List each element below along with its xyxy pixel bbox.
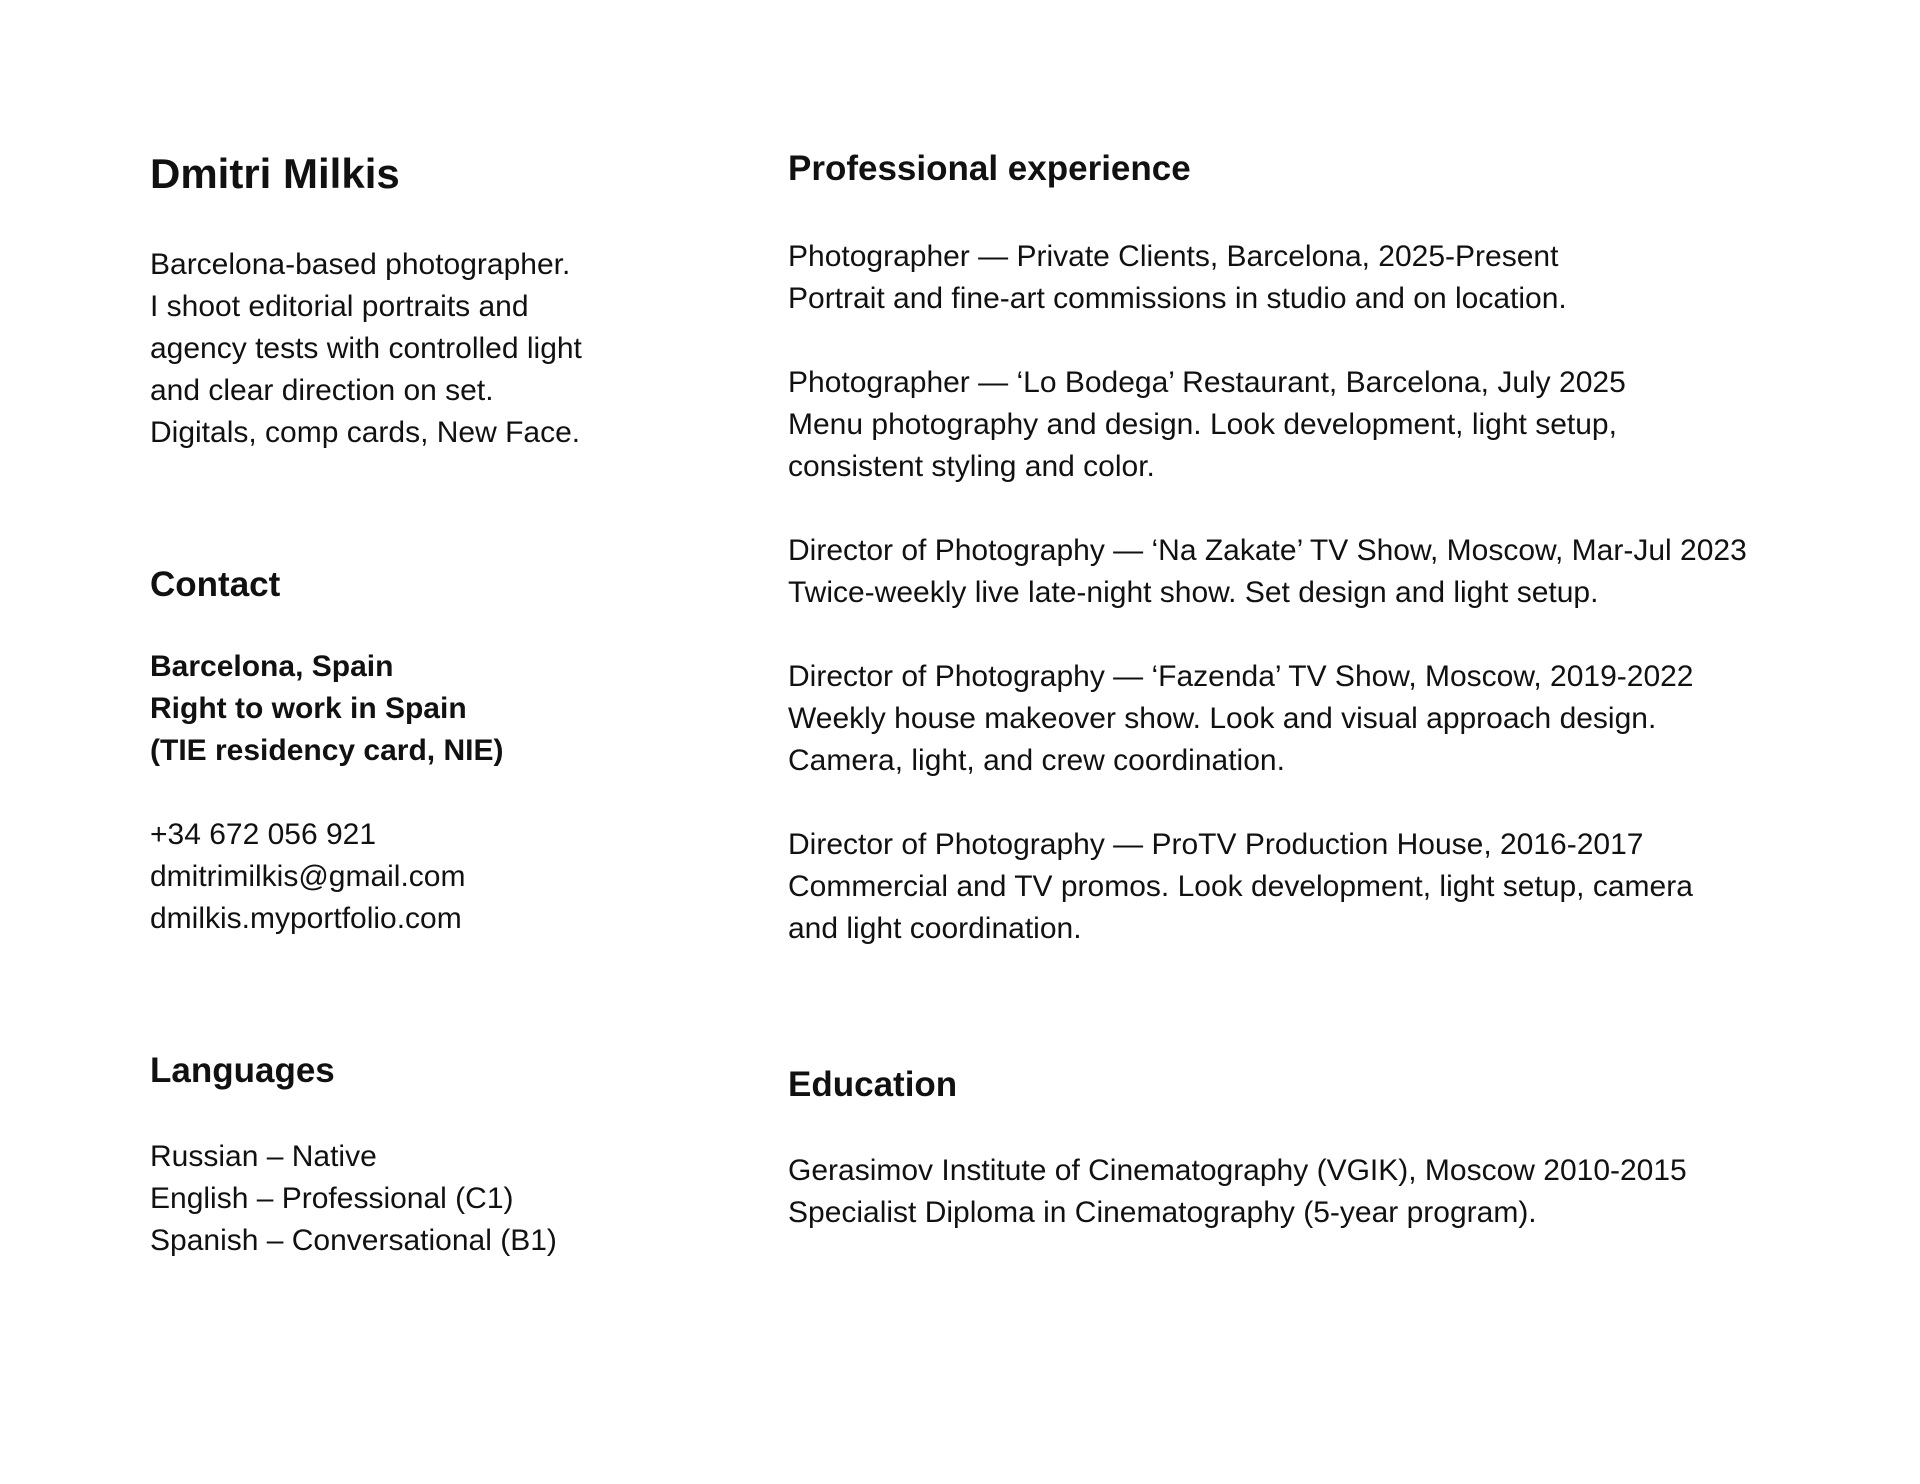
- experience-description: Twice-weekly live late-night show. Set design and light setup.: [788, 576, 1599, 609]
- experience-title: Director of Photography — ‘Na Zakate’ TV Show, Moscow, Mar-Jul 2023: [788, 534, 1747, 567]
- work-right-line: Right to work in Spain: [150, 692, 467, 725]
- experience-description: Weekly house makeover show. Look and visual approach design.: [788, 702, 1657, 735]
- experience-title: Photographer — ‘Lo Bodega’ Restaurant, Barcelona, July 2025: [788, 366, 1626, 399]
- intro-line: Barcelona-based photographer.: [150, 248, 571, 281]
- left-column: [150, 148, 750, 1262]
- experience-title: Director of Photography — ProTV Production House, 2016-2017: [788, 828, 1644, 861]
- portfolio-website: dmilkis.myportfolio.com: [150, 902, 462, 935]
- education-degree: Specialist Diploma in Cinematography (5-year program).: [788, 1196, 1537, 1229]
- intro-line: Digitals, comp cards, New Face.: [150, 416, 581, 449]
- intro-line: agency tests with controlled light: [150, 332, 582, 365]
- experience-description: Camera, light, and crew coordination.: [788, 744, 1285, 777]
- experience-description: consistent styling and color.: [788, 450, 1155, 483]
- right-column: [788, 148, 1848, 1234]
- experience-heading: Professional experience: [788, 149, 1191, 188]
- contact-heading: Contact: [150, 565, 281, 604]
- language-list: [150, 1136, 750, 1262]
- experience-entry: [788, 824, 1848, 950]
- experience-entry: [788, 656, 1848, 782]
- experience-description: and light coordination.: [788, 912, 1082, 945]
- experience-entry: [788, 362, 1848, 488]
- languages-heading: Languages: [150, 1051, 335, 1090]
- contact-details: [150, 814, 750, 940]
- education-entry: [788, 1150, 1848, 1234]
- experience-list: [788, 236, 1848, 950]
- experience-title: Photographer — Private Clients, Barcelona, 2025-Present: [788, 240, 1559, 273]
- language-item: Spanish – Conversational (B1): [150, 1224, 557, 1257]
- language-item: English – Professional (C1): [150, 1182, 514, 1215]
- experience-title: Director of Photography — ‘Fazenda’ TV Show, Moscow, 2019-2022: [788, 660, 1694, 693]
- education-institution: Gerasimov Institute of Cinematography (VGIK), Moscow 2010-2015: [788, 1154, 1687, 1187]
- location-line: Barcelona, Spain: [150, 650, 394, 683]
- intro-line: I shoot editorial portraits and: [150, 290, 529, 323]
- experience-description: Portrait and fine-art commissions in studio and on location.: [788, 282, 1567, 315]
- experience-entry: [788, 530, 1848, 614]
- experience-description: Menu photography and design. Look development, light setup,: [788, 408, 1617, 441]
- residency-line: (TIE residency card, NIE): [150, 734, 504, 767]
- email-address: dmitrimilkis@gmail.com: [150, 860, 466, 893]
- education-heading: Education: [788, 1065, 958, 1104]
- language-item: Russian – Native: [150, 1140, 377, 1173]
- phone-number: +34 672 056 921: [150, 818, 377, 851]
- experience-description: Commercial and TV promos. Look development, light setup, camera: [788, 870, 1693, 903]
- candidate-name: Dmitri Milkis: [150, 150, 400, 197]
- contact-location: [150, 646, 750, 772]
- intro-summary: [150, 244, 750, 454]
- experience-entry: [788, 236, 1848, 320]
- intro-line: and clear direction on set.: [150, 374, 494, 407]
